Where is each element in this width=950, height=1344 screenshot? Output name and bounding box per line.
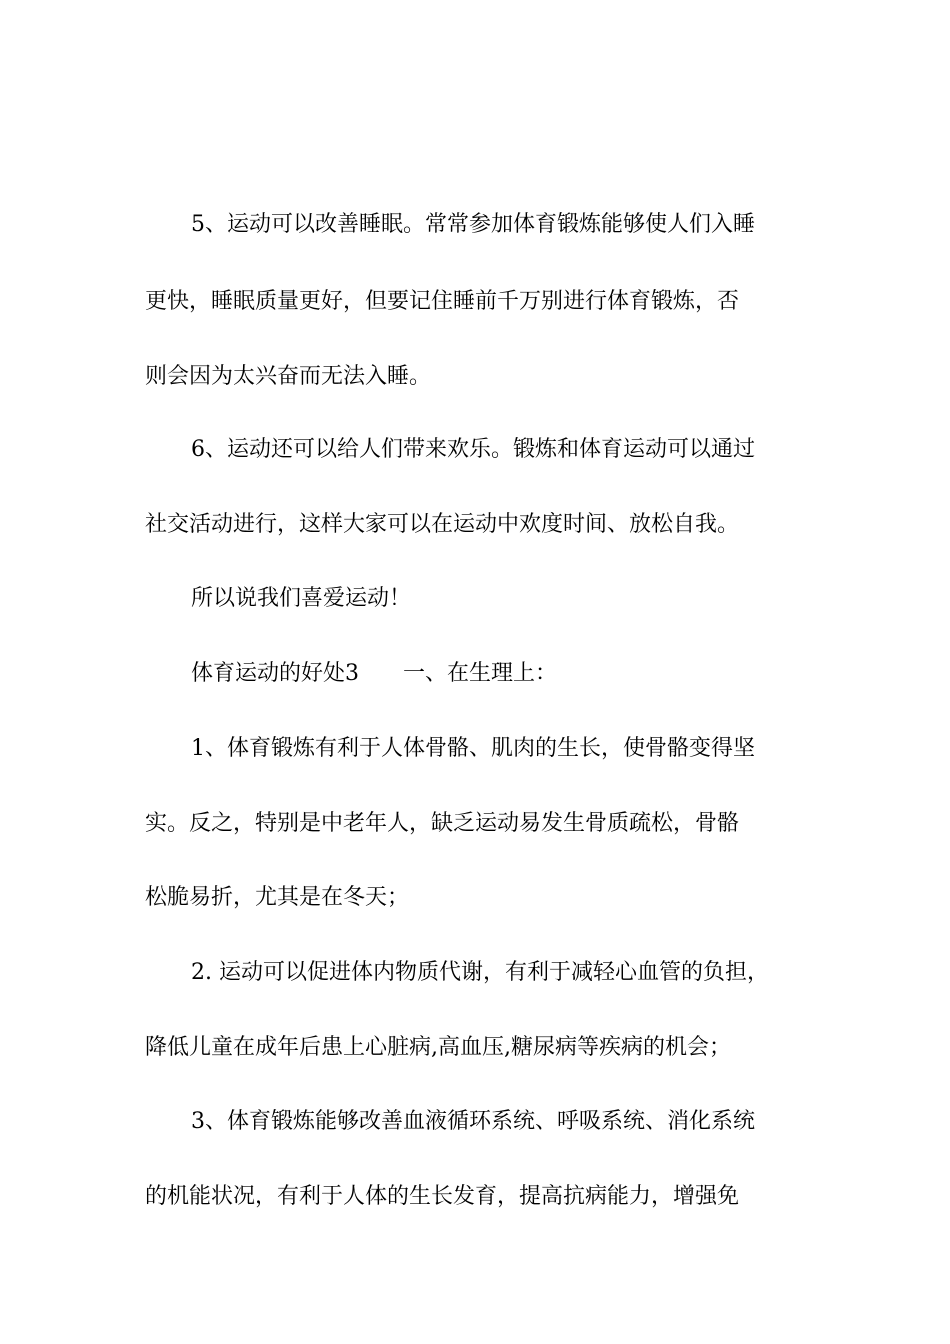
section-heading-benefits-3: 体育运动的好处3 一、在生理上： [191,661,557,686]
item-2-line-2: 降低儿童在成年后患上心脏病,高血压,糖尿病等疾病的机会； [145,1035,731,1060]
paragraph-6-line-2: 社交活动进行，这样大家可以在运动中欢度时间、放松自我。 [145,512,740,537]
paragraph-conclusion: 所以说我们喜爱运动！ [191,586,412,611]
item-3-line-1: 3、体育锻炼能够改善血液循环系统、呼吸系统、消化系统 [191,1109,755,1134]
paragraph-6-line-1: 6、运动还可以给人们带来欢乐。锻炼和体育运动可以通过 [191,437,755,462]
item-3-line-2: 的机能状况，有利于人体的生长发育，提高抗病能力，增强免 [145,1184,740,1209]
paragraph-5-line-3: 则会因为太兴奋而无法入睡。 [145,364,432,389]
item-1-line-1: 1、体育锻炼有利于人体骨骼、肌肉的生长，使骨骼变得坚 [191,736,755,761]
item-1-line-2: 实。反之，特别是中老年人，缺乏运动易发生骨质疏松，骨骼 [145,811,740,836]
paragraph-5-line-1: 5、运动可以改善睡眠。常常参加体育锻炼能够使人们入睡 [191,212,755,237]
item-1-line-3: 松脆易折，尤其是在冬天； [145,885,410,910]
item-2-line-1: 2. 运动可以促进体内物质代谢，有利于减轻心血管的负担， [191,960,769,985]
paragraph-5-line-2: 更快，睡眠质量更好，但要记住睡前千万别进行体育锻炼，否 [145,289,740,314]
